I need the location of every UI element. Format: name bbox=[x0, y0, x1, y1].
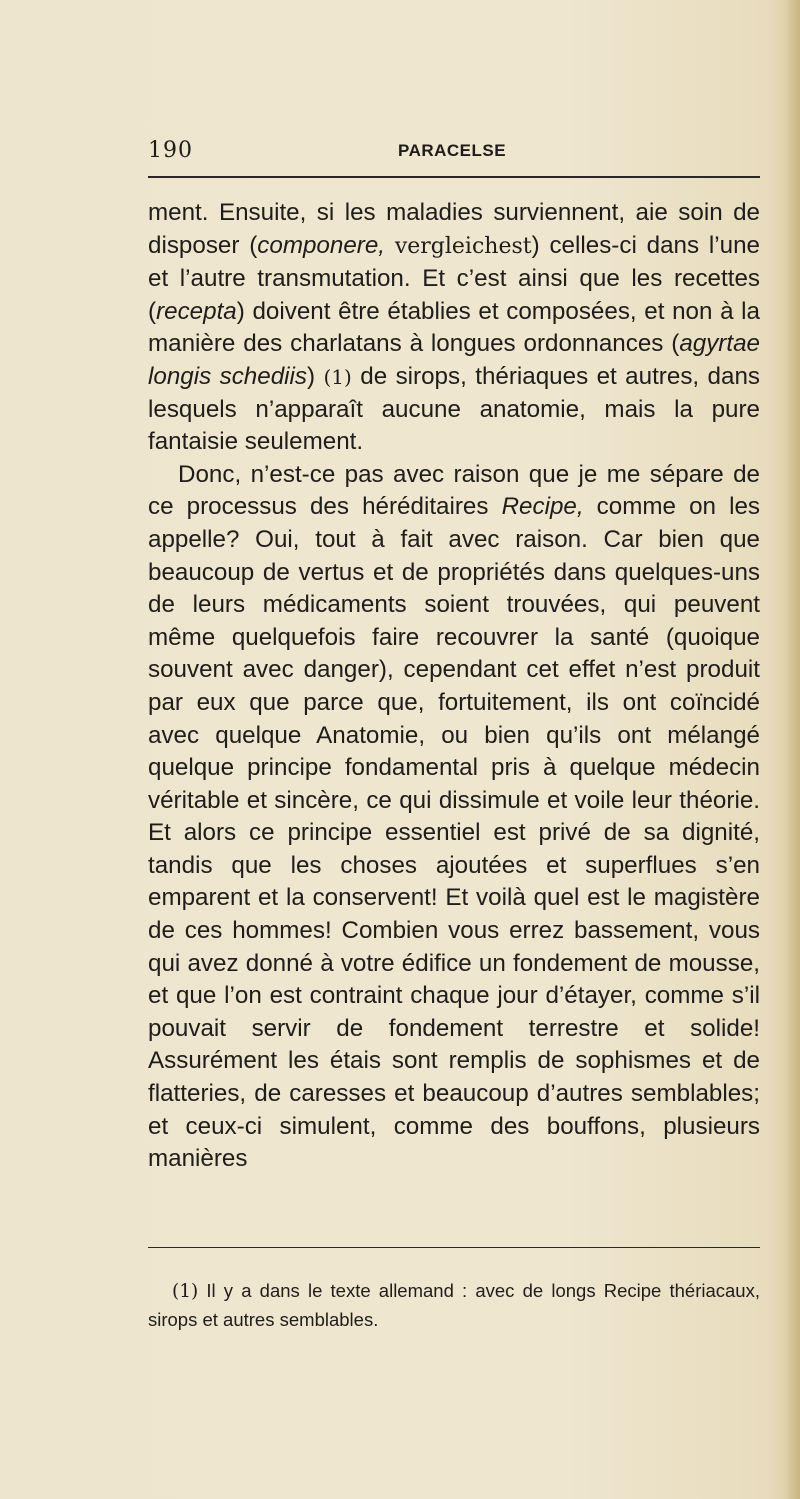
p1-text-1: ment. Ensuite, si les maladies surviennent, aie soin de disposer ( bbox=[148, 199, 760, 259]
footnote bbox=[148, 1277, 760, 1334]
page-edge-shadow bbox=[786, 0, 800, 1499]
p1-italic-recepta: recepta bbox=[156, 297, 237, 325]
p1-gothic-vergleichest: vergleichest bbox=[394, 233, 532, 259]
page-number: 190 bbox=[148, 138, 193, 163]
paragraph-1 bbox=[148, 197, 760, 459]
footnote-rule bbox=[148, 1247, 760, 1248]
footnote-mark: (1) bbox=[172, 1281, 199, 1302]
p2-text-1: Donc, n’est-ce pas avec raison que je me sépare de ce processus des héréditaires bbox=[148, 460, 760, 521]
running-title: PARACELSE bbox=[398, 141, 507, 160]
main-text bbox=[148, 197, 760, 1176]
p2-text-2: comme on les appelle? Oui, tout à fait avec raison. Car bien que beaucoup de vertus et de propriétés dans quelques-uns de leurs médicaments soient trouvées, qui peuvent même quelquefois faire recouvrer la santé (quoique souvent avec danger), cependant cet effet n’est produit par eux que parce que, fortuitement, ils ont coïncidé avec quelque Anatomie, ou bien qu’ils ont mélangé quelque principe fondamental pris à quelque médecin véritable et sincère, ce qui dissimule et voile leur théorie. Et alors ce principe essentiel est privé de sa dignité, tandis que les choses ajoutées et superflues s’en emparent et la conservent! Et voilà quel est le magistère de ces hommes! Combien vous errez bassement, vous qui avez donné à votre édifice un fondement de mousse, et que l’on est contraint chaque jour d’étayer, comme s’il pouvait servir de fondement terrestre et solide! Assurément les étais sont remplis de sophismes et de flatteries, de caresses et beaucoup d’autres semblables; et ceux-ci simulent, comme des bouffons, plusieurs manières bbox=[148, 493, 760, 1173]
p1-text-2: ) celles-ci dans l’une et l’autre transmutation. Et c’est ainsi que les recettes ( bbox=[148, 231, 760, 325]
footnote-reference: (1) bbox=[323, 364, 352, 389]
paragraph-2 bbox=[148, 459, 760, 1176]
p1-text-5: de sirops, thériaques et autres, dans lesquels n’apparaît aucune anatomie, mais la pure fantaisie seulement. bbox=[148, 362, 760, 456]
p1-text-3: ) doivent être établies et composées, et non à la manière des charlatans à longues ordonnances ( bbox=[148, 297, 760, 358]
page-header bbox=[148, 138, 760, 170]
p1-italic-componere: componere, bbox=[257, 231, 386, 259]
header-rule bbox=[148, 176, 760, 178]
footnote-text: Il y a dans le texte allemand : avec de longs Recipe thériacaux, sirops et autres semblables. bbox=[148, 1280, 760, 1330]
p1-italic-agyrtae: agyrtae longis schediis bbox=[148, 330, 760, 390]
p2-italic-recipe: Recipe, bbox=[501, 493, 584, 521]
p1-text-4: ) bbox=[307, 362, 324, 390]
